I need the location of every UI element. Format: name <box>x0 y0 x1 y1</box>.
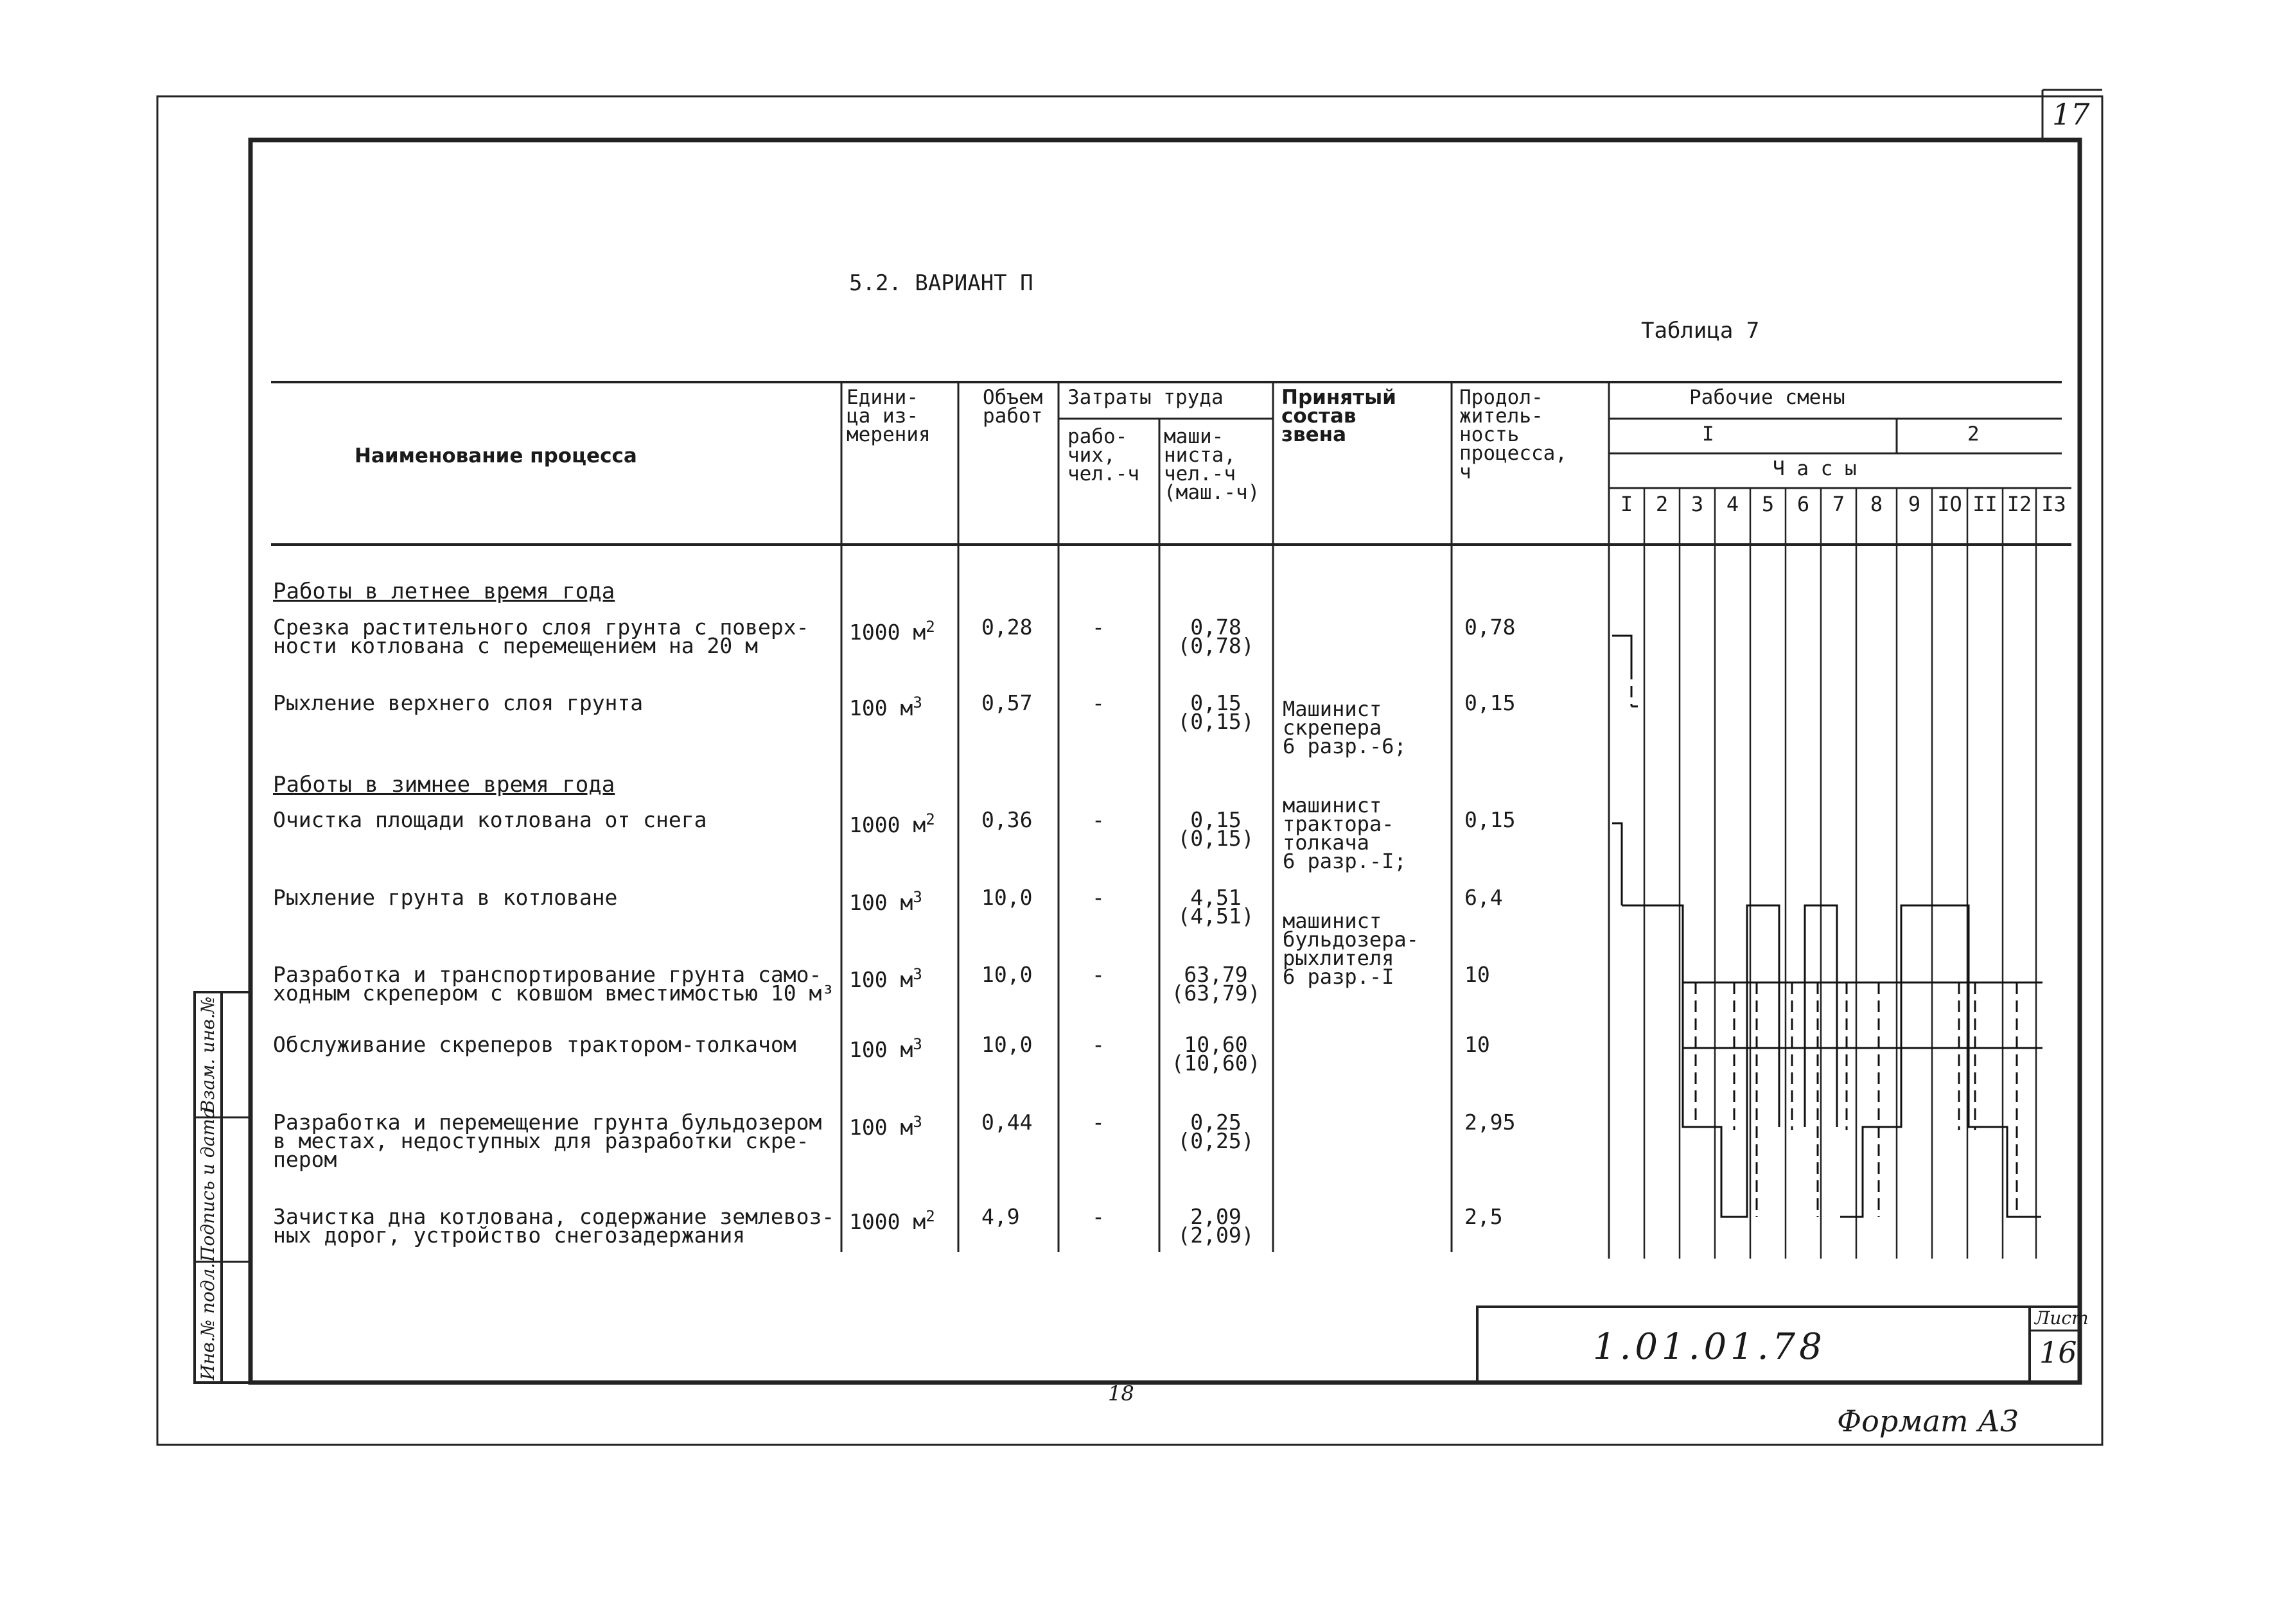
row-unit: 1000 $м^2$ <box>849 618 935 645</box>
row-labor-workers: - <box>1092 885 1105 910</box>
page-number: 18 <box>1108 1381 1134 1406</box>
header-labor-machinist: маши- ниста, чел.-ч (маш.-ч) <box>1164 425 1260 504</box>
header-crew: Принятый состав звена <box>1281 386 1396 446</box>
row-labor-workers: - <box>1092 1032 1105 1057</box>
stamp-col-b <box>222 992 250 1383</box>
row-duration: 0,15 <box>1464 690 1516 715</box>
hour-label: 4 <box>1726 492 1739 516</box>
row-process-name: Рыхление верхнего слоя грунта <box>273 690 644 715</box>
row-process-name: Срезка растительного слоя грунта с поверх- ности котлована с перемещением на 20 м <box>273 615 809 658</box>
gantt-lines <box>1612 636 2042 1217</box>
header-duration: Продол- житель- ность процесса, ч <box>1459 386 1567 484</box>
header-shift-1: I <box>1702 423 1714 446</box>
row-duration: 10 <box>1464 1032 1490 1057</box>
row-volume: 0,28 <box>981 615 1033 640</box>
row-volume: 10,0 <box>981 962 1033 987</box>
row-volume: 4,9 <box>981 1204 1020 1229</box>
hour-label: I3 <box>2041 492 2066 516</box>
row-duration: 0,78 <box>1464 615 1516 640</box>
header-process-name: Наименование процесса <box>355 444 637 467</box>
sheet-number: 16 <box>2039 1335 2077 1370</box>
row-volume: 0,44 <box>981 1110 1033 1135</box>
document-code: 1.01.01.78 <box>1593 1326 1826 1368</box>
schedule-line <box>1840 905 2041 1217</box>
row-labor-machinist: 10,60 (10,60) <box>1171 1032 1261 1076</box>
header-shift-2: 2 <box>1967 423 1980 446</box>
section-winter: Работы в зимнее время года <box>273 772 615 798</box>
row-process-name: Рыхление грунта в котловане <box>273 885 618 910</box>
row-volume: 0,57 <box>981 690 1033 715</box>
row-unit-power: 3 <box>913 1035 922 1053</box>
row-duration: 10 <box>1464 962 1490 987</box>
hour-label: 6 <box>1796 492 1810 516</box>
inner-frame <box>250 140 2080 1383</box>
row-labor-machinist: 0,15 (0,15) <box>1177 690 1254 734</box>
row-labor-workers: - <box>1092 615 1105 640</box>
row-unit-power: 2 <box>926 1207 935 1225</box>
row-duration: 6,4 <box>1464 885 1503 910</box>
row-labor-machinist: 2,09 (2,09) <box>1177 1204 1254 1248</box>
row-duration: 2,5 <box>1464 1204 1503 1229</box>
row-labor-machinist: 0,78 (0,78) <box>1177 615 1254 658</box>
paper-format: Формат А3 <box>1837 1404 2019 1438</box>
section-summer: Работы в летнее время года <box>273 579 615 604</box>
hour-label: 7 <box>1832 492 1845 516</box>
row-unit: 100 $м^3$ <box>849 1035 922 1062</box>
corner-sheet-number: 17 <box>2052 97 2090 132</box>
row-duration: 2,95 <box>1464 1110 1516 1135</box>
stamp-replace-label: Взам. инв.№ <box>197 996 218 1113</box>
header-shifts: Рабочие смены <box>1689 386 1845 409</box>
hour-label: I <box>1620 492 1633 516</box>
hour-label: I2 <box>2007 492 2032 516</box>
schedule-line <box>1612 823 1622 905</box>
row-unit: 100 $м^3$ <box>849 965 922 992</box>
row-unit-power: 2 <box>926 810 935 828</box>
header-unit: Едини- ца из- мерения <box>847 386 931 446</box>
section-title: 5.2. ВАРИАНТ П <box>849 270 1033 296</box>
row-labor-machinist: 0,25 (0,25) <box>1177 1110 1254 1153</box>
row-process-name: Разработка и транспортирование грунта само- ходным скрепером с ковшом вместимостью 10 м³ <box>273 962 835 1006</box>
row-labor-workers: - <box>1092 690 1105 715</box>
row-unit: 1000 $м^2$ <box>849 1207 935 1234</box>
table-caption: Таблица 7 <box>1641 318 1760 344</box>
header-volume: Объем работ <box>983 386 1043 428</box>
row-volume: 0,36 <box>981 807 1033 832</box>
row-unit: 100 $м^3$ <box>849 888 922 915</box>
crew-note-bulldozer: машинист бульдозера- рыхлителя 6 разр.-I <box>1283 909 1419 989</box>
header-labor-workers: рабо- чих, чел.-ч <box>1067 425 1139 485</box>
hour-label: 9 <box>1908 492 1921 516</box>
hour-label: 2 <box>1655 492 1669 516</box>
row-unit: 100 $м^3$ <box>849 1113 922 1140</box>
schedule-line <box>1622 905 1779 1217</box>
row-process-name: Очистка площади котлована от снега <box>273 807 707 832</box>
hour-label: IO <box>1937 492 1962 516</box>
row-labor-machinist: 0,15 (0,15) <box>1177 807 1254 851</box>
crew-note-tractor: машинист трактора- толкача 6 разр.-I; <box>1283 793 1407 873</box>
header-labor: Затраты труда <box>1067 386 1224 409</box>
row-unit: 1000 $м^2$ <box>849 810 935 837</box>
row-labor-workers: - <box>1092 1110 1105 1135</box>
row-labor-machinist: 4,51 (4,51) <box>1177 885 1254 929</box>
hour-label: 8 <box>1870 492 1883 516</box>
row-unit-power: 3 <box>913 694 922 712</box>
row-process-name: Разработка и перемещение грунта бульдозером в местах, недоступных для разработки скре- пером <box>273 1110 822 1172</box>
stamp-inv-label: Инв.№ подл. <box>197 1262 218 1381</box>
row-duration: 0,15 <box>1464 807 1516 832</box>
hour-grid <box>1644 488 2036 1259</box>
row-process-name: Обслуживание скреперов трактором-толкачом <box>273 1032 796 1057</box>
hour-label: 5 <box>1761 492 1775 516</box>
row-labor-machinist: 63,79 (63,79) <box>1171 962 1261 1006</box>
row-unit-power: 3 <box>913 888 922 906</box>
crew-note-scraper: Машинист скрепера 6 разр.-6; <box>1283 697 1407 758</box>
row-unit: 100 $м^3$ <box>849 694 922 720</box>
sheet-label: Лист <box>2035 1307 2089 1329</box>
row-labor-workers: - <box>1092 807 1105 832</box>
hour-label: 3 <box>1691 492 1704 516</box>
row-labor-workers: - <box>1092 1204 1105 1229</box>
row-volume: 10,0 <box>981 885 1033 910</box>
row-volume: 10,0 <box>981 1032 1033 1057</box>
schedule-line <box>1612 636 1631 668</box>
header-hours: Ч а с ы <box>1773 457 1857 480</box>
row-unit-power: 3 <box>913 965 922 983</box>
row-unit-power: 2 <box>926 618 935 636</box>
stamp-signature-label: Подпись и дата <box>197 1108 218 1262</box>
row-process-name: Зачистка дна котлована, содержание землевоз- ных дорог, устройство снегозадержания <box>273 1204 835 1248</box>
row-unit-power: 3 <box>913 1113 922 1131</box>
hour-label: II <box>1972 492 1998 516</box>
row-labor-workers: - <box>1092 962 1105 987</box>
